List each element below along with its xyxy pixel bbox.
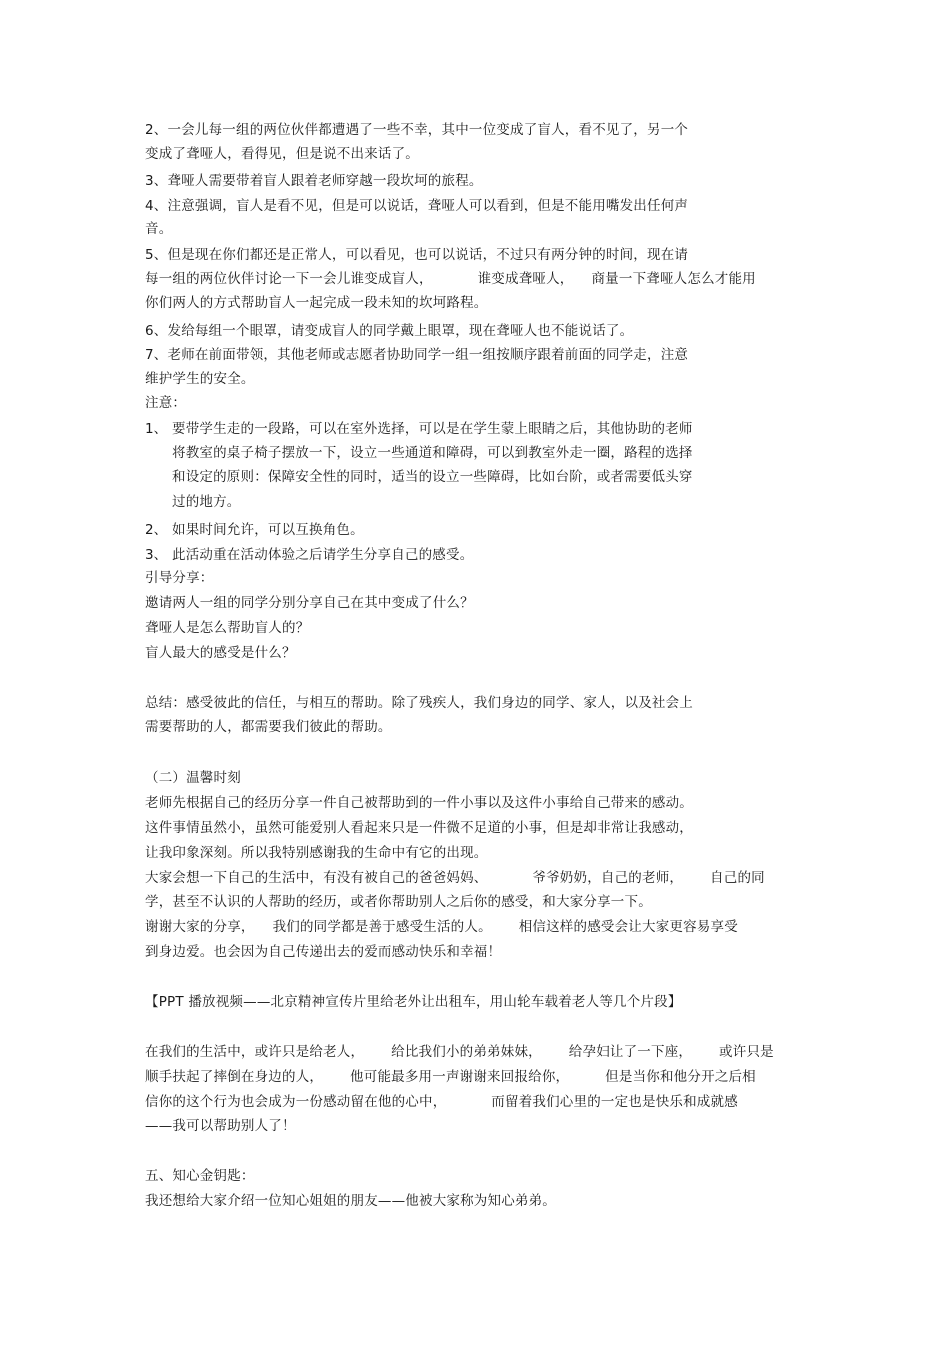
- section-heading: （二）温馨时刻: [145, 770, 241, 786]
- list-number: 3、: [145, 547, 168, 563]
- text-line: 学，甚至不认识的人帮助的经历，或者你帮助别人之后你的感受，和大家分享一下。: [145, 894, 652, 910]
- text-line: 谢谢大家的分享， 我们的同学都是善于感受生活的人。 相信这样的感受会让大家更容易享受: [145, 919, 738, 935]
- text-line: 7、老师在前面带领，其他老师或志愿者协助同学一组一组按顺序跟着前面的同学走，注意: [145, 347, 689, 363]
- text-line: 老师先根据自己的经历分享一件自己被帮助到的一件小事以及这件小事给自己带来的感动。: [145, 795, 693, 811]
- text-line: 让我印象深刻。所以我特别感谢我的生命中有它的出现。: [145, 845, 488, 861]
- text-line: 2、一会儿每一组的两位伙伴都遭遇了一些不幸，其中一位变成了盲人，看不见了，另一个: [145, 122, 689, 138]
- list-item-text: 要带学生走的一段路，可以在室外选择，可以是在学生蒙上眼睛之后，其他协助的老师: [172, 421, 693, 437]
- text-line: 盲人最大的感受是什么？: [145, 645, 296, 661]
- list-item-text: 此活动重在活动体验之后请学生分享自己的感受。: [172, 547, 474, 563]
- list-item-text: 如果时间允许，可以互换角色。: [172, 522, 364, 538]
- text-line: 邀请两人一组的同学分别分享自己在其中变成了什么？: [145, 595, 474, 611]
- text-line: 变成了聋哑人，看得见，但是说不出来话了。: [145, 146, 419, 162]
- list-item-text: 和设定的原则：保障安全性的同时，适当的设立一些障碍，比如台阶，或者需要低头穿: [172, 469, 693, 485]
- text-line: 音。: [145, 221, 173, 237]
- text-line: 我还想给大家介绍一位知心姐姐的朋友——他被大家称为知心弟弟。: [145, 1193, 556, 1209]
- text-line: 注意：: [145, 395, 187, 411]
- text-line: 3、聋哑人需要带着盲人跟着老师穿越一段坎坷的旅程。: [145, 173, 483, 189]
- text-line: ——我可以帮助别人了！: [145, 1118, 296, 1134]
- list-number: 2、: [145, 522, 168, 538]
- text-line: 6、发给每组一个眼罩，请变成盲人的同学戴上眼罩，现在聋哑人也不能说话了。: [145, 323, 634, 339]
- text-line: 需要帮助的人，都需要我们彼此的帮助。: [145, 719, 392, 735]
- text-line: 到身边爱。也会因为自己传递出去的爱而感动快乐和幸福！: [145, 944, 502, 960]
- list-item-text: 将教室的桌子椅子摆放一下，设立一些通道和障碍，可以到教室外走一圈，路程的选择: [172, 445, 693, 461]
- text-line: 顺手扶起了摔倒在身边的人， 他可能最多用一声谢谢来回报给你， 但是当你和他分开之后相: [145, 1069, 756, 1085]
- text-line: 引导分享：: [145, 570, 214, 586]
- text-line: 4、注意强调，盲人是看不见，但是可以说话，聋哑人可以看到，但是不能用嘴发出任何声: [145, 198, 689, 214]
- text-line: 5、但是现在你们都还是正常人，可以看见，也可以说话，不过只有两分钟的时间，现在请: [145, 247, 689, 263]
- text-line: 【PPT 播放视频——北京精神宣传片里给老外让出租车，用山轮车载着老人等几个片段】: [145, 994, 682, 1010]
- text-line: 总结：感受彼此的信任，与相互的帮助。除了残疾人，我们身边的同学、家人，以及社会上: [145, 695, 693, 711]
- list-number: 1、: [145, 421, 168, 437]
- text-line: 每一组的两位伙伴讨论一下一会儿谁变成盲人， 谁变成聋哑人， 商量一下聋哑人怎么才能用: [145, 271, 756, 287]
- text-line: 大家会想一下自己的生活中，有没有被自己的爸爸妈妈、 爷爷奶奶，自己的老师， 自己的同: [145, 870, 765, 886]
- text-line: 信你的这个行为也会成为一份感动留在他的心中， 而留着我们心里的一定也是快乐和成就感: [145, 1094, 738, 1110]
- list-item-text: 过的地方。: [172, 494, 241, 510]
- text-line: 在我们的生活中，或许只是给老人， 给比我们小的弟弟妹妹， 给孕妇让了一下座， 或许只是: [145, 1044, 774, 1060]
- text-line: 你们两人的方式帮助盲人一起完成一段未知的坎坷路程。: [145, 295, 488, 311]
- text-line: 这件事情虽然小，虽然可能爱别人看起来只是一件微不足道的小事，但是却非常让我感动，: [145, 820, 693, 836]
- text-line: 维护学生的安全。: [145, 371, 255, 387]
- text-line: 聋哑人是怎么帮助盲人的？: [145, 620, 310, 636]
- section-heading: 五、知心金钥匙：: [145, 1168, 255, 1184]
